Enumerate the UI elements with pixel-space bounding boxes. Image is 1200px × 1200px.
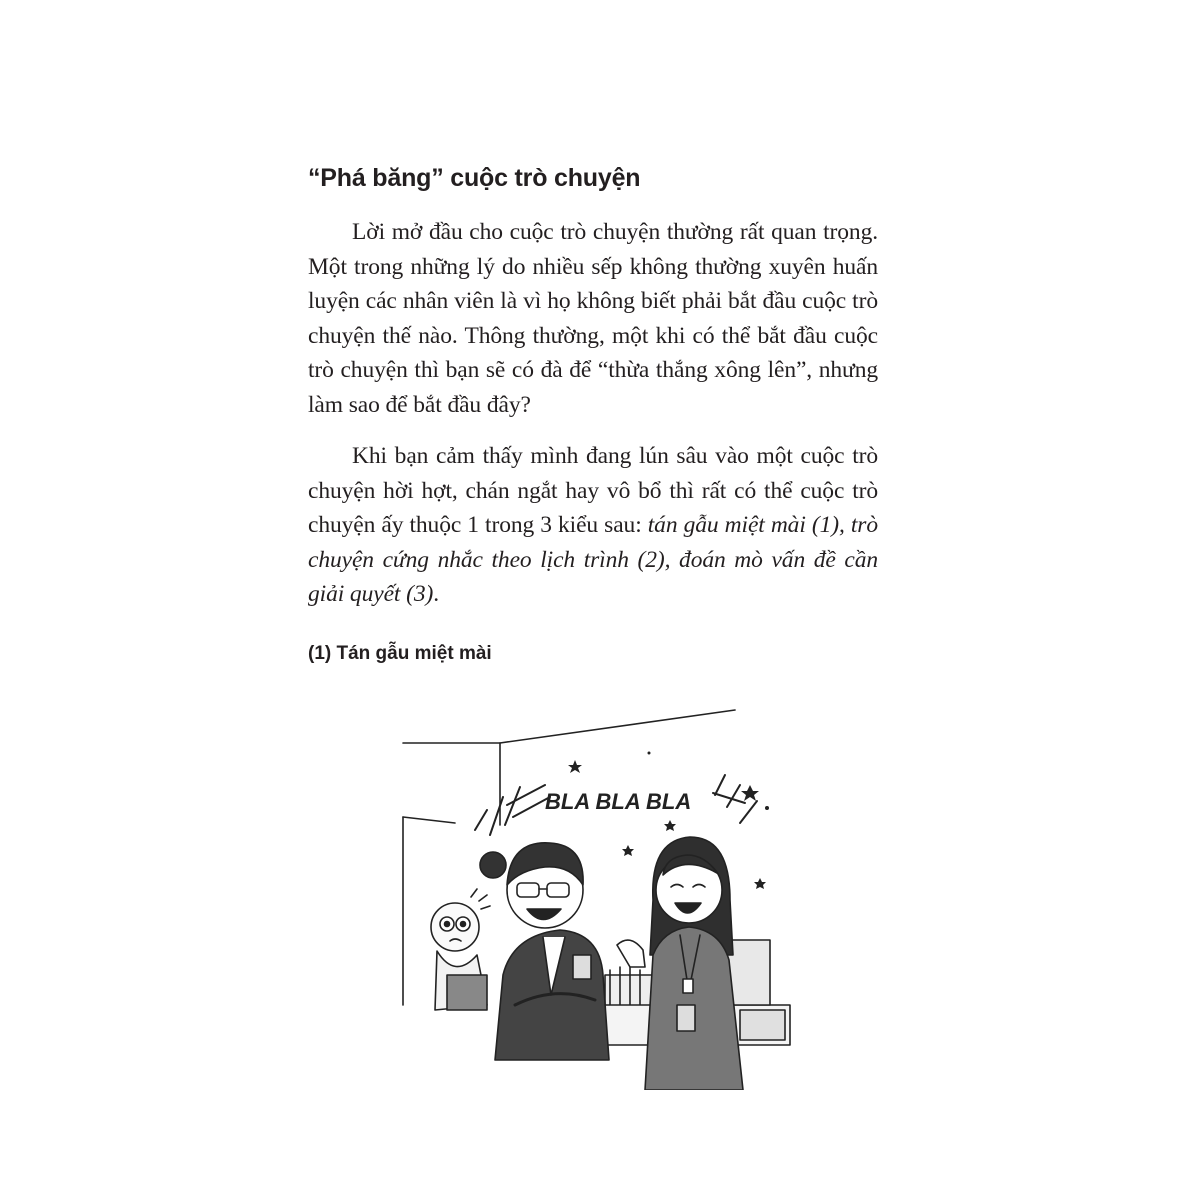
woman-with-glasses [480, 843, 609, 1060]
paragraph-types-italic: tán gẫu miệt mài (1), trò chuyện cứng nhắc theo lịch trình (2), đoán mò vấn đề cần giải quyết (3) [308, 512, 878, 607]
chatting-coworkers-illustration [395, 705, 795, 1090]
paragraph-intro: Lời mở đầu cho cuộc trò chuyện thường rất quan trọng. Một trong những lý do nhiều sếp không thường xuyên huấn luyện các nhân viên là vì họ không biết phải bắt đầu cuộc trò chuyện thế nào. Thông thường, một khi có thể bắt đầu cuộc trò chuyện thì bạn sẽ có đà để “thừa thắng xông lên”, nhưng làm sao để bắt đầu đây? [308, 219, 878, 418]
annoyed-coworker [431, 889, 490, 1010]
speech-text: BLA BLA BLA [545, 789, 692, 814]
paragraph-types-plain: Khi bạn cảm thấy mình đang lún sâu vào một cuộc trò chuyện hời hợt, chán ngắt hay vô bổ thì rất có thể cuộc trò chuyện ấy thuộc 1 trong 3 kiểu sau: [308, 443, 878, 538]
paragraph-types-end: . [433, 581, 439, 607]
paragraph-types [308, 439, 878, 612]
section-title: “Phá băng” cuộc trò chuyện [308, 164, 641, 192]
woman-long-hair [617, 837, 743, 1090]
subsection-title: (1) Tán gẫu miệt mài [308, 643, 492, 664]
